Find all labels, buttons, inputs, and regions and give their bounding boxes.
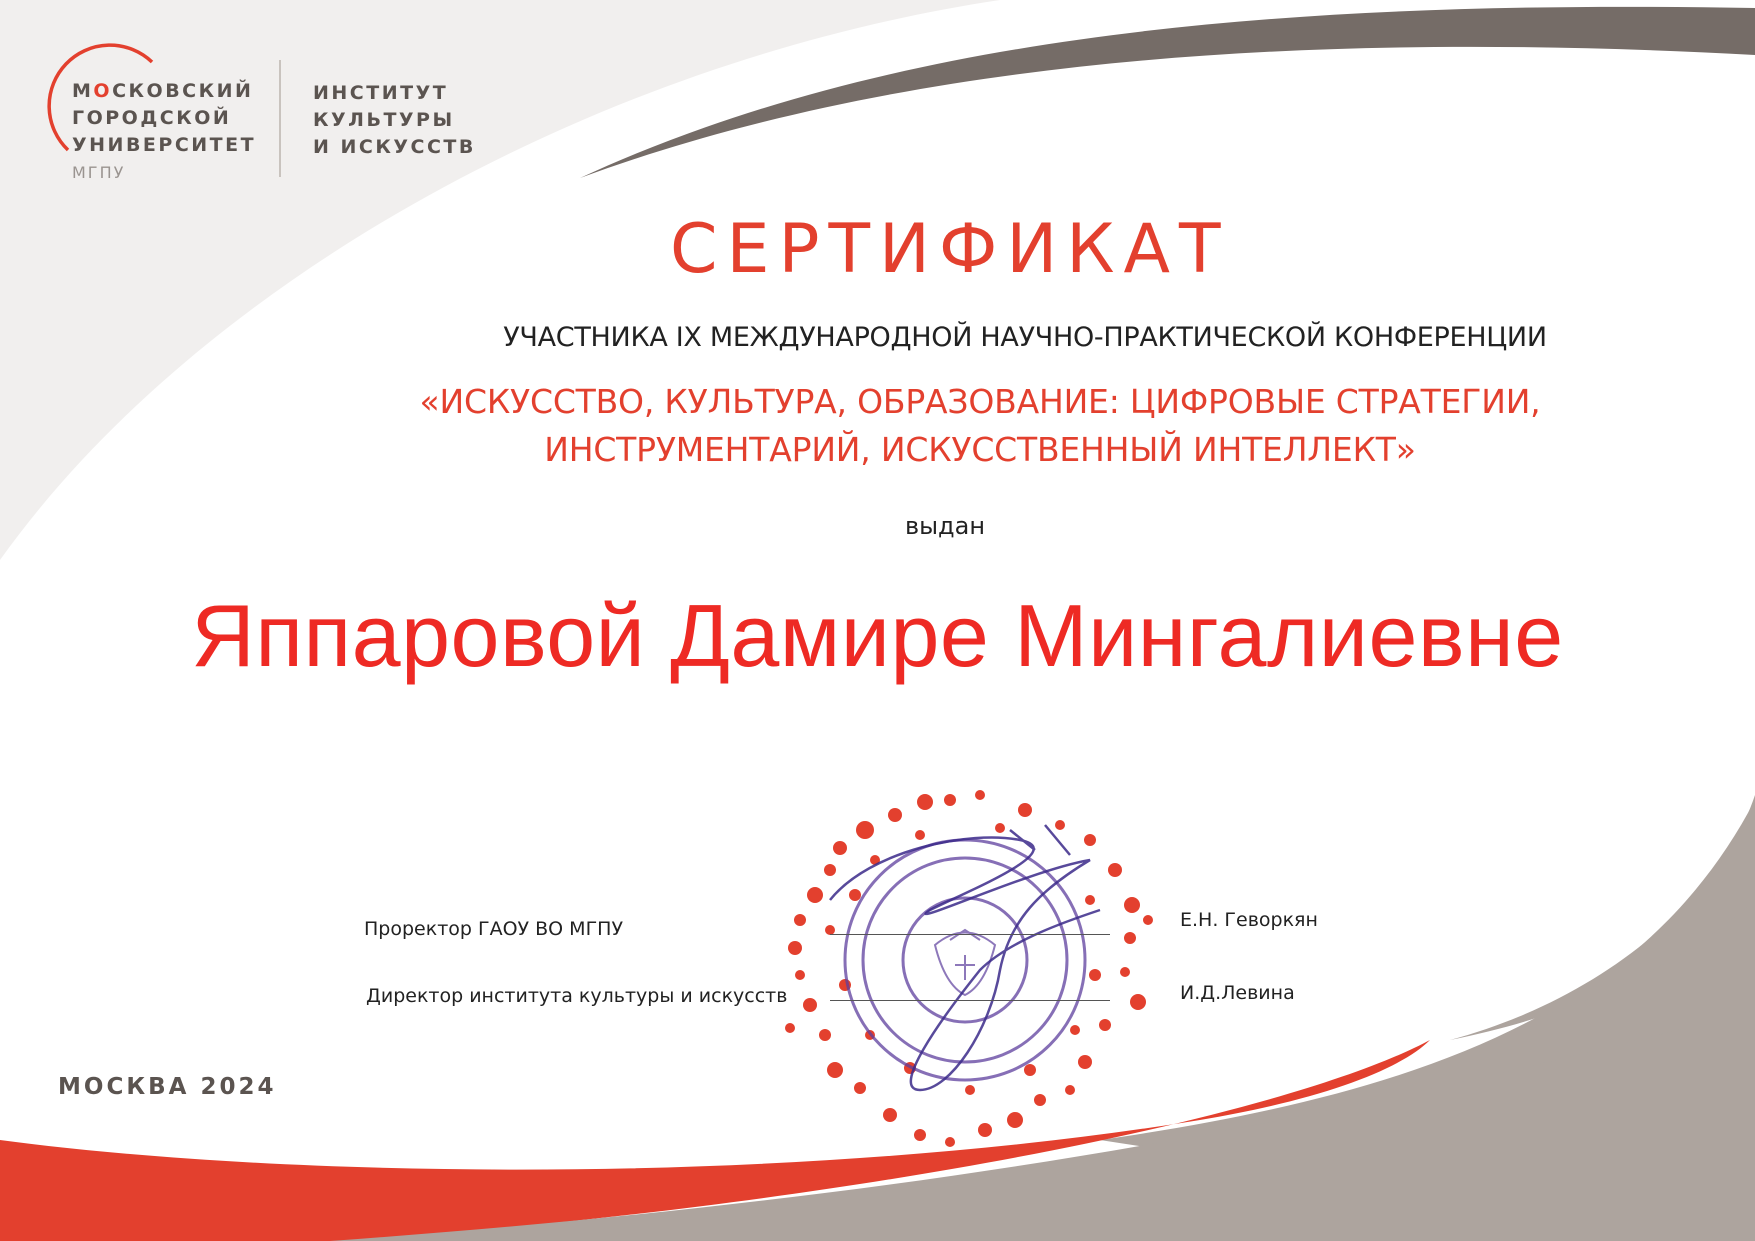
signatory-name-2: И.Д.Левина xyxy=(1180,982,1295,1004)
seal-emblem xyxy=(935,930,995,995)
logo-divider xyxy=(279,60,281,177)
university-logo-text xyxy=(72,78,256,186)
certificate-subtitle: УЧАСТНИКА IX МЕЖДУНАРОДНОЙ НАУЧНО-ПРАКТИЧЕСКОЙ КОНФЕРЕНЦИИ xyxy=(503,322,1547,353)
official-seal-icon xyxy=(770,770,1170,1160)
conference-title-line1: «ИСКУССТВО, КУЛЬТУРА, ОБРАЗОВАНИЕ: ЦИФРОВЫЕ СТРАТЕГИИ, xyxy=(419,382,1541,421)
institute-line1: ИНСТИТУТ xyxy=(313,82,449,104)
signature-line-2 xyxy=(830,1000,1110,1001)
logo-line2: ГОРОДСКОЙ xyxy=(72,107,232,129)
issued-label: выдан xyxy=(904,512,986,540)
conference-title-line2: ИНСТРУМЕНТАРИЙ, ИСКУССТВЕННЫЙ ИНТЕЛЛЕКТ» xyxy=(544,430,1416,469)
certificate-title: СЕРТИФИКАТ xyxy=(670,210,1230,289)
conference-title xyxy=(330,378,1630,474)
logo-letter-m: М xyxy=(72,80,94,102)
signatory-name-1: Е.Н. Геворкян xyxy=(1180,909,1318,931)
recipient-name: Яппаровой Дамире Мингалиевне xyxy=(191,586,1564,685)
signature-line-1 xyxy=(830,934,1110,935)
logo-abbr: МГПУ xyxy=(72,163,126,182)
signatory-role-2: Директор института культуры и искусств xyxy=(366,985,788,1007)
logo-line1-rest: СКОВСКИЙ xyxy=(112,80,254,102)
logo-letter-o: О xyxy=(93,80,113,102)
institute-line3: И ИСКУССТВ xyxy=(313,136,476,158)
institute-name xyxy=(313,80,476,161)
city-year: МОСКВА 2024 xyxy=(58,1074,277,1100)
institute-line2: КУЛЬТУРЫ xyxy=(313,109,455,131)
red-dots-decoration-icon xyxy=(785,790,1153,1147)
signatory-role-1: Проректор ГАОУ ВО МГПУ xyxy=(364,918,624,940)
logo-line3: УНИВЕРСИТЕТ xyxy=(72,134,257,156)
